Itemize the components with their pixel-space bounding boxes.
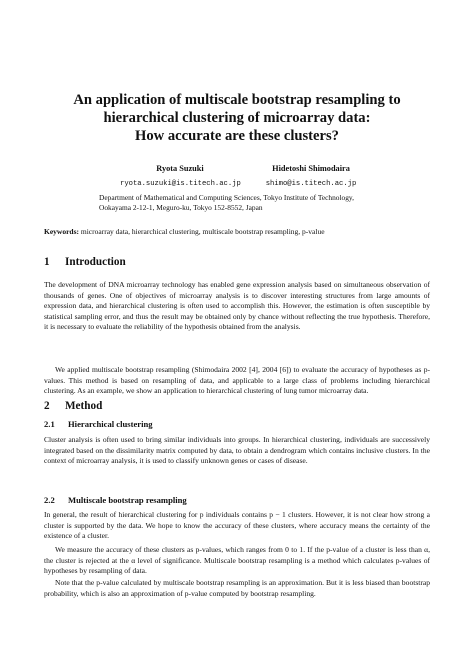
author-email: ryota.suzuki@is.titech.ac.jp: [120, 180, 241, 188]
intro-paragraph-1: The development of DNA microarray technology has enabled gene expression analysis based on simultaneous observation of thousands of genes. One of objectives of microarray analysis is to discover interesting structures from large amounts of expression data, and hierarchical clustering is often used to accomplish this. However, the estimation is often susceptible by statistical sampling error, and thus the result may be obtained only by chance without reflecting the true hypothesis. Therefore, it is necessary to evaluate the reliability of the hypothesis obtained from the analysis.: [44, 280, 430, 332]
section-title: Introduction: [65, 256, 126, 268]
mbr-paragraph-1: In general, the result of hierarchical clustering for p individuals contains p − 1 clusters. However, it is not clear how strong a cluster is supported by the data. We hope to know the accuracy of these clusters, where accuracy means the certainty of the existence of a cluster.: [44, 510, 430, 541]
section-number: 2: [44, 400, 50, 412]
author-name: Hidetoshi Shimodaira: [272, 164, 350, 173]
paper-page: [44, 0, 430, 670]
hc-paragraph-1: Cluster analysis is often used to bring similar individuals into groups. In hierarchical clustering, individuals are successively integrated based on the dissimilarity matrix computed by data, to obtain a dendrogram which contains inclusive clusters. In the context of microarray analysis, it is used to classify unknown genes or cases of disease.: [44, 435, 430, 466]
author-1: [120, 163, 240, 190]
section-heading-method: [44, 400, 102, 413]
keywords-text: microarray data, hierarchical clustering, multiscale bootstrap resampling, p-value: [80, 227, 325, 236]
section-number: 1: [44, 256, 50, 268]
affiliation: [99, 193, 354, 213]
mbr-paragraph-2: We measure the accuracy of these clusters as p-values, which ranges from 0 to 1. If the p-value of a cluster is less than α, the cluster is rejected at the α level of significance. Multiscale bootstrap resampling is a method which calculates p-values of hypotheses by resampling of data.: [44, 545, 430, 576]
keywords-label: Keywords:: [44, 227, 79, 236]
section-title: Method: [65, 400, 103, 412]
author-email: shimo@is.titech.ac.jp: [265, 180, 357, 188]
subsection-heading-multiscale-bootstrap: [44, 495, 187, 506]
affiliation-line-2: Ookayama 2-12-1, Meguro-ku, Tokyo 152-8552, Japan: [99, 203, 263, 212]
keywords: [44, 227, 325, 237]
title-line-3: How accurate are these clusters?: [135, 128, 339, 144]
mbr-paragraph-3: Note that the p-value calculated by multiscale bootstrap resampling is an approximation. But it is less biased than bootstrap probability, which is also an approximation of p-value computed by bootstrap resampling.: [44, 578, 430, 598]
author-2: [246, 163, 376, 190]
subsection-title: Multiscale bootstrap resampling: [68, 495, 187, 505]
paper-title: [44, 91, 430, 145]
section-heading-introduction: [44, 256, 126, 269]
affiliation-line-1: Department of Mathematical and Computing Sciences, Tokyo Institute of Technology,: [99, 193, 354, 202]
title-line-1: An application of multiscale bootstrap resampling to: [73, 92, 401, 108]
intro-paragraph-2: We applied multiscale bootstrap resampling (Shimodaira 2002 [4], 2004 [6]) to evaluate the accuracy of hypotheses as p-values. This method is based on resampling of data, and applicable to a large class of problems including hierarchical clustering. As an example, we show an application to hierarchical clustering of lung tumor microarray data.: [44, 365, 430, 396]
author-name: Ryota Suzuki: [156, 164, 204, 173]
title-line-2: hierarchical clustering of microarray data:: [103, 110, 371, 126]
subsection-number: 2.2: [44, 495, 55, 505]
subsection-number: 2.1: [44, 419, 55, 429]
subsection-heading-hierarchical-clustering: [44, 419, 153, 430]
subsection-title: Hierarchical clustering: [68, 419, 153, 429]
